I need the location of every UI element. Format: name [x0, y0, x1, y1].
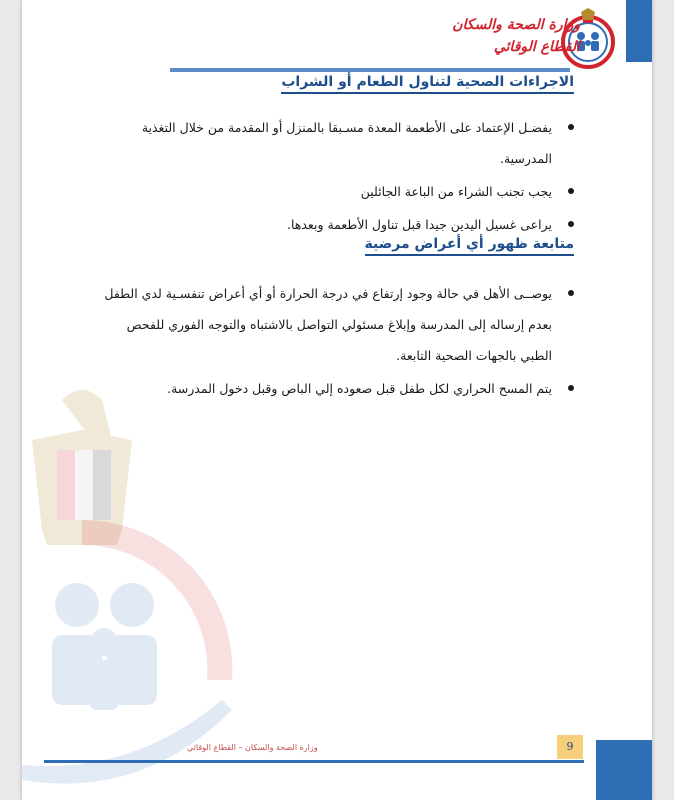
eagle-watermark-icon — [22, 380, 262, 800]
ministry-name-line-1: وزارة الصحة والسكان — [452, 17, 580, 33]
header-divider — [170, 68, 570, 72]
food-bullet-list — [94, 112, 574, 240]
ministry-name — [340, 14, 580, 58]
page-number-badge: 9 — [557, 735, 583, 759]
header-blue-accent — [626, 0, 652, 62]
list-item-text: يراعى غسيل اليدين جيدا قبل تناول الأطعمة وبعدها. — [287, 217, 552, 232]
footer-blue-accent — [596, 740, 652, 800]
footer-ministry-text: وزارة الصحة والسكان – القطاع الوقائي — [187, 743, 318, 752]
list-item — [94, 373, 574, 404]
document-page — [22, 0, 652, 800]
section-heading-food: الاجراءات الصحية لتناول الطعام أو الشراب — [281, 74, 574, 94]
list-item-text: يتم المسح الحراري لكل طفل قبل صعوده إلي الباص وقبل دخول المدرسة. — [167, 381, 552, 396]
list-item-text: يجب تجنب الشراء من الباعة الجائلين — [360, 184, 552, 199]
section-symptoms-content — [94, 278, 574, 406]
bullet-dot-icon — [568, 124, 574, 130]
list-item — [94, 112, 574, 174]
list-item-text: يوصــى الأهل في حالة وجود إرتفاع في درجة الحرارة أو أي أعراض تنفسـية لدي الطفل بعدم إرساله إلى المدرسة وإبلاغ مسئولي التواصل بالاشتباه والتوجه الفوري للفحص الطبي بالجهات الصحية التابعة. — [104, 286, 552, 363]
bullet-dot-icon — [568, 290, 574, 296]
section-heading-symptoms: متابعة ظهور أي أعراض مرضية — [365, 236, 575, 256]
ministry-name-line-2: القطاع الوقائي — [493, 39, 580, 55]
list-item — [94, 278, 574, 371]
bullet-dot-icon — [568, 221, 574, 227]
list-item-text: يفضـل الإعتماد على الأطعمة المعدة مسـبقا بالمنزل أو المقدمة من خلال التغذية المدرسية. — [141, 120, 552, 166]
bullet-dot-icon — [568, 385, 574, 391]
list-item — [94, 176, 574, 207]
section-food-content — [94, 112, 574, 242]
footer-divider — [44, 760, 584, 763]
bullet-dot-icon — [568, 188, 574, 194]
symptoms-bullet-list — [94, 278, 574, 404]
